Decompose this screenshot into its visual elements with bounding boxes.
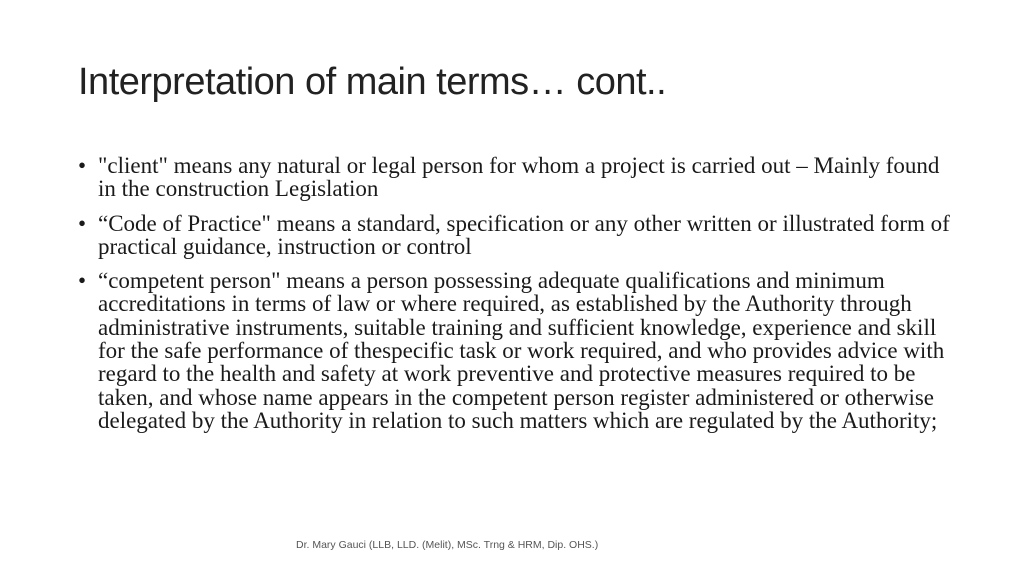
bullet-text: “competent person" means a person possessing adequate qualifications and minimum accreditations in terms of law or where required, as established by the Authority through administrative instruments, suitable training and sufficient knowledge, experience and skill for the safe performance of thespecific task or work required, and who provides advice with regard to the health and safety at work preventive and protective measures required to be taken, and whose name appears in the competent person register administered or otherwise delegated by the Authority in relation to such matters which are regulated by the Authority; <box>98 268 945 433</box>
bullet-icon: • <box>78 268 87 294</box>
bullet-item-client <box>78 154 958 201</box>
bullet-item-competent-person <box>78 269 958 432</box>
bullet-text: "client" means any natural or legal person for whom a project is carried out – Mainly found in the construction Legislation <box>98 153 940 202</box>
slide-footer: Dr. Mary Gauci (LLB, LLD. (Melit), MSc. Trng & HRM, Dip. OHS.) <box>296 539 599 551</box>
bullet-icon: • <box>78 210 87 236</box>
bullet-text: “Code of Practice" means a standard, specification or any other written or illustrated form of practical guidance, instruction or control <box>98 210 950 259</box>
bullet-list <box>78 154 958 443</box>
bullet-icon: • <box>78 153 87 178</box>
bullet-item-code-of-practice <box>78 212 958 259</box>
slide-title: Interpretation of main terms… cont.. <box>78 61 667 103</box>
